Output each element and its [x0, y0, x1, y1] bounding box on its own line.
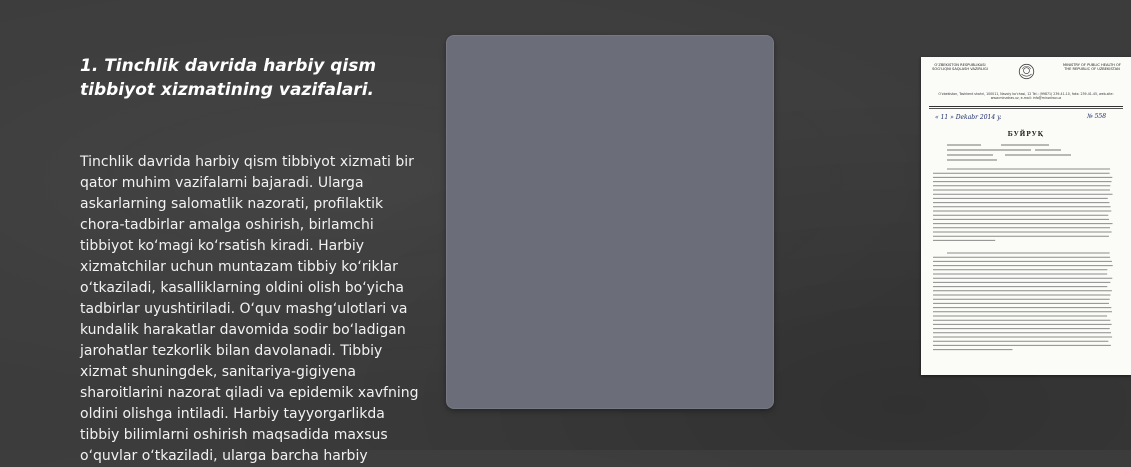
- document-text-lines: [921, 57, 1131, 375]
- document-heading: БУЙРУҚ: [1007, 131, 1045, 138]
- document-image: [921, 57, 1131, 375]
- slide-body-text: Tinchlik davrida harbiy qism tibbiyot xizmati bir qator muhim vazifalarni bajaradi. Ularga askarlarning salomatlik nazorati, profilaktik chora-tadbirlar amalga oshirish, birlamchi tibbiyot ko‘magi ko‘rsatish kiradi. Harbiy xizmatchilar uchun muntazam tibbiy ko‘riklar o‘tkaziladi, kasalliklarning oldini olish bo‘yicha tadbirlar uyushtiriladi. O‘quv mashg‘ulotlari va kundalik harakatlar davomida sodir bo‘ladigan jarohatlar tezkorlik bilan davolanadi. Tibbiy xizmat shuningdek, sanitariya-gigiyena sharoitlarini nazorat qiladi va epidemik xavfning oldini olishga intiladi. Harbiy tayyorgarlikda tibbiy bilimlarni oshirish maqsadida maxsus o‘quvlar o‘tkaziladi, ularga barcha harbiy: [80, 154, 419, 464]
- document-panel: [446, 35, 1121, 409]
- handwritten-number: № 558: [1087, 113, 1107, 120]
- org-name-left: O‘ZBEKISTON RESPUBLIKASI SOG‘LIQNI SAQLASH VAZIRLIGI: [932, 63, 988, 72]
- slide-title: 1. Tinchlik davrida harbiy qism tibbiyot xizmatining vazifalari.: [80, 56, 377, 100]
- letterhead-address: O‘zbekiston, Toshkent shahri, 100011, Navoiy ko‘chasi, 12 Tel.: (99871) 239-41-10, faks: 239-41-45, web-site: www.minzdrav.uz, e-mail: info@minzdrav.uz: [938, 92, 1114, 100]
- handwritten-date: « 11 » Dekabr 2014 y.: [935, 114, 1002, 121]
- org-name-right: MINISTRY OF PUBLIC HEALTH OF THE REPUBLIC OF UZBEKISTAN: [1063, 63, 1121, 72]
